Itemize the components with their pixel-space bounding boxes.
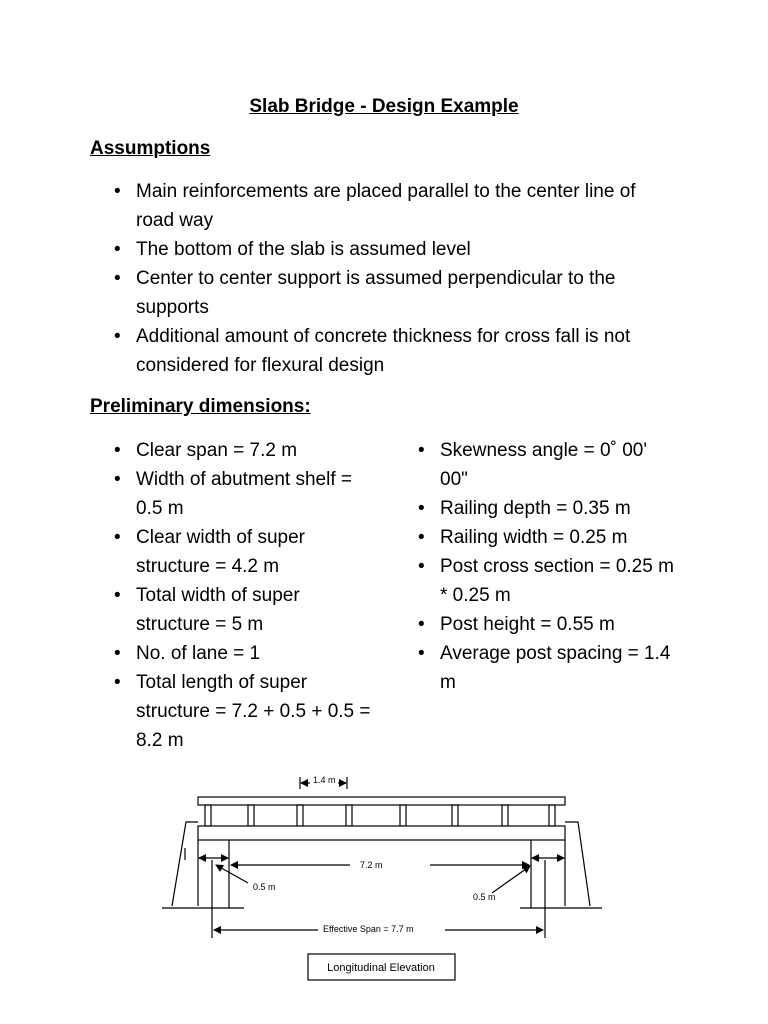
preliminary-heading: Preliminary dimensions:	[90, 396, 311, 417]
list-item: • Railing width = 0.25 m	[418, 523, 678, 552]
list-item: • No. of lane = 1	[114, 639, 374, 668]
railing	[198, 797, 565, 805]
post-spacing-label: 1.4 m	[313, 775, 336, 785]
list-item: • Clear width of super structure = 4.2 m	[114, 523, 374, 581]
preliminary-list-right	[418, 436, 678, 697]
right-abutment	[565, 822, 590, 906]
list-item: • Total width of super structure = 5 m	[114, 581, 374, 639]
clear-span-label: 7.2 m	[360, 860, 383, 870]
posts	[205, 805, 555, 826]
list-item: • Post height = 0.55 m	[418, 610, 678, 639]
shelf-right-label: 0.5 m	[473, 892, 496, 902]
list-item: • Main reinforcements are placed parallel to the center line of road way	[114, 177, 674, 235]
list-item: • Post cross section = 0.25 m * 0.25 m	[418, 552, 678, 610]
assumptions-list	[114, 177, 674, 380]
diagram-caption: Longitudinal Elevation	[327, 962, 435, 974]
effective-span-label: Effective Span = 7.7 m	[323, 924, 414, 934]
list-item: • Average post spacing = 1.4 m	[418, 639, 678, 697]
page-title: Slab Bridge - Design Example	[249, 96, 519, 117]
preliminary-list-left	[114, 436, 374, 755]
list-item: • The bottom of the slab is assumed level	[114, 235, 674, 264]
list-item: • Width of abutment shelf = 0.5 m	[114, 465, 374, 523]
list-item: • Clear span = 7.2 m	[114, 436, 374, 465]
shelf-left-label: 0.5 m	[253, 882, 276, 892]
list-item: • Railing depth = 0.35 m	[418, 494, 678, 523]
list-item: • Center to center support is assumed perpendicular to the supports	[114, 264, 674, 322]
deck-slab	[198, 826, 565, 840]
longitudinal-elevation-diagram	[0, 760, 768, 990]
left-abutment	[172, 822, 198, 906]
list-item: • Skewness angle = 0˚ 00' 00"	[418, 436, 678, 494]
assumptions-heading: Assumptions	[90, 138, 211, 159]
list-item: • Additional amount of concrete thickness for cross fall is not considered for flexural design	[114, 322, 674, 380]
list-item: • Total length of super structure = 7.2 + 0.5 + 0.5 = 8.2 m	[114, 668, 374, 755]
